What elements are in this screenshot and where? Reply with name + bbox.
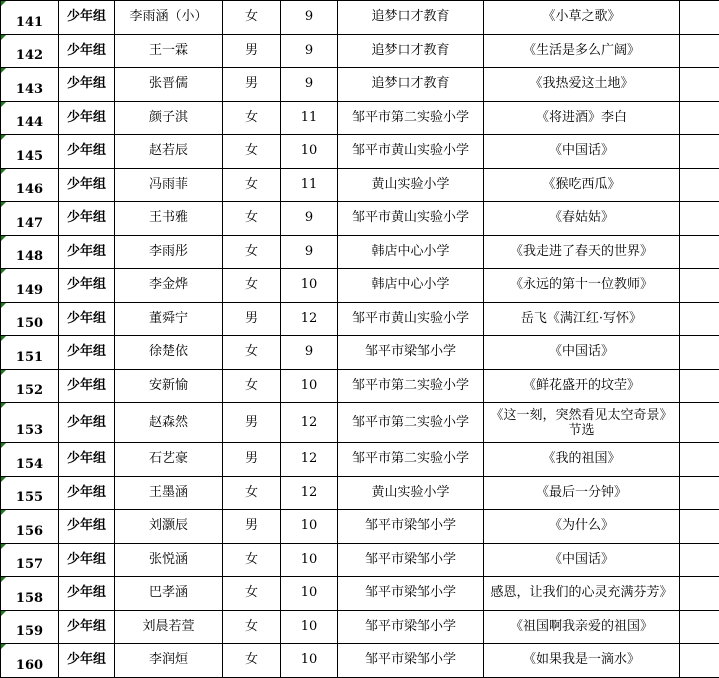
age-cell: 9 [281, 1, 338, 35]
group-cell: 少年组 [59, 476, 115, 510]
piece-title-cell: 《中国话》 [484, 135, 680, 169]
table-row [1, 369, 719, 403]
table-row [1, 543, 719, 577]
age-cell: 11 [281, 168, 338, 202]
name-cell: 张晋儒 [115, 68, 223, 102]
empty-cell [680, 543, 719, 577]
piece-title-cell: 《永远的第十一位教师》 [484, 269, 680, 303]
group-cell: 少年组 [59, 101, 115, 135]
empty-cell [680, 135, 719, 169]
name-cell: 李润烜 [115, 644, 223, 678]
age-cell: 12 [281, 403, 338, 443]
gender-cell: 女 [223, 135, 281, 169]
gender-cell: 女 [223, 101, 281, 135]
empty-cell [680, 336, 719, 370]
table-row [1, 101, 719, 135]
piece-title-cell: 《我热爱这土地》 [484, 68, 680, 102]
contestant-table-body [1, 1, 719, 678]
gender-cell: 女 [223, 369, 281, 403]
table-row [1, 269, 719, 303]
school-cell: 邹平市第二实验小学 [338, 443, 484, 477]
gender-cell: 女 [223, 543, 281, 577]
age-cell: 10 [281, 510, 338, 544]
gender-cell: 女 [223, 476, 281, 510]
age-cell: 9 [281, 202, 338, 236]
row-number-cell: 141 [1, 1, 59, 35]
empty-cell [680, 443, 719, 477]
age-cell: 10 [281, 135, 338, 169]
age-cell: 12 [281, 302, 338, 336]
table-row [1, 135, 719, 169]
table-row [1, 302, 719, 336]
empty-cell [680, 68, 719, 102]
row-number-cell: 158 [1, 577, 59, 611]
age-cell: 9 [281, 68, 338, 102]
group-cell: 少年组 [59, 235, 115, 269]
table-row [1, 202, 719, 236]
name-cell: 刘灏辰 [115, 510, 223, 544]
piece-title-cell: 《我的祖国》 [484, 443, 680, 477]
name-cell: 刘晨若萱 [115, 610, 223, 644]
empty-cell [680, 302, 719, 336]
group-cell: 少年组 [59, 269, 115, 303]
piece-title-cell: 《这一刻，突然看见太空奇景》节选 [484, 403, 680, 443]
row-number-cell: 153 [1, 403, 59, 443]
empty-cell [680, 168, 719, 202]
empty-cell [680, 476, 719, 510]
row-number-cell: 159 [1, 610, 59, 644]
row-number-cell: 144 [1, 101, 59, 135]
row-number-cell: 152 [1, 369, 59, 403]
school-cell: 邹平市第二实验小学 [338, 369, 484, 403]
school-cell: 黄山实验小学 [338, 168, 484, 202]
empty-cell [680, 577, 719, 611]
gender-cell: 女 [223, 168, 281, 202]
empty-cell [680, 34, 719, 68]
name-cell: 赵若辰 [115, 135, 223, 169]
empty-cell [680, 610, 719, 644]
row-number-cell: 146 [1, 168, 59, 202]
school-cell: 邹平市梁邹小学 [338, 543, 484, 577]
row-number-cell: 151 [1, 336, 59, 370]
group-cell: 少年组 [59, 34, 115, 68]
row-number-cell: 154 [1, 443, 59, 477]
empty-cell [680, 510, 719, 544]
name-cell: 李雨彤 [115, 235, 223, 269]
piece-title-cell: 《鲜花盛开的坟茔》 [484, 369, 680, 403]
gender-cell: 男 [223, 34, 281, 68]
name-cell: 颜子淇 [115, 101, 223, 135]
table-row [1, 34, 719, 68]
age-cell: 10 [281, 577, 338, 611]
table-row [1, 1, 719, 35]
group-cell: 少年组 [59, 510, 115, 544]
school-cell: 邹平市梁邹小学 [338, 610, 484, 644]
gender-cell: 女 [223, 269, 281, 303]
name-cell: 张悦涵 [115, 543, 223, 577]
name-cell: 李雨涵（小） [115, 1, 223, 35]
row-number-cell: 157 [1, 543, 59, 577]
row-number-cell: 148 [1, 235, 59, 269]
piece-title-cell: 《小草之歌》 [484, 1, 680, 35]
piece-title-cell: 《如果我是一滴水》 [484, 644, 680, 678]
piece-title-cell: 《祖国啊我亲爱的祖国》 [484, 610, 680, 644]
row-number-cell: 150 [1, 302, 59, 336]
school-cell: 邹平市梁邹小学 [338, 644, 484, 678]
school-cell: 邹平市第二实验小学 [338, 403, 484, 443]
gender-cell: 女 [223, 1, 281, 35]
name-cell: 巴孝涵 [115, 577, 223, 611]
group-cell: 少年组 [59, 610, 115, 644]
gender-cell: 男 [223, 443, 281, 477]
age-cell: 10 [281, 610, 338, 644]
table-row [1, 577, 719, 611]
table-row [1, 403, 719, 443]
gender-cell: 女 [223, 610, 281, 644]
piece-title-cell: 《最后一分钟》 [484, 476, 680, 510]
piece-title-cell: 《将进酒》李白 [484, 101, 680, 135]
row-number-cell: 156 [1, 510, 59, 544]
name-cell: 安新愉 [115, 369, 223, 403]
school-cell: 邹平市黄山实验小学 [338, 202, 484, 236]
name-cell: 冯雨菲 [115, 168, 223, 202]
group-cell: 少年组 [59, 1, 115, 35]
group-cell: 少年组 [59, 369, 115, 403]
age-cell: 11 [281, 101, 338, 135]
name-cell: 赵森然 [115, 403, 223, 443]
gender-cell: 男 [223, 403, 281, 443]
piece-title-cell: 《猴吃西瓜》 [484, 168, 680, 202]
group-cell: 少年组 [59, 403, 115, 443]
gender-cell: 女 [223, 202, 281, 236]
row-number-cell: 143 [1, 68, 59, 102]
group-cell: 少年组 [59, 202, 115, 236]
school-cell: 追梦口才教育 [338, 34, 484, 68]
age-cell: 10 [281, 644, 338, 678]
table-row [1, 443, 719, 477]
school-cell: 邹平市黄山实验小学 [338, 302, 484, 336]
name-cell: 石艺豪 [115, 443, 223, 477]
table-row [1, 68, 719, 102]
school-cell: 邹平市梁邹小学 [338, 510, 484, 544]
group-cell: 少年组 [59, 644, 115, 678]
school-cell: 邹平市第二实验小学 [338, 101, 484, 135]
row-number-cell: 142 [1, 34, 59, 68]
group-cell: 少年组 [59, 336, 115, 370]
name-cell: 王墨涵 [115, 476, 223, 510]
age-cell: 10 [281, 369, 338, 403]
table-row [1, 168, 719, 202]
gender-cell: 女 [223, 577, 281, 611]
age-cell: 10 [281, 543, 338, 577]
empty-cell [680, 403, 719, 443]
name-cell: 董舜宁 [115, 302, 223, 336]
empty-cell [680, 235, 719, 269]
school-cell: 韩店中心小学 [338, 269, 484, 303]
piece-title-cell: 岳飞《满江红·写怀》 [484, 302, 680, 336]
age-cell: 12 [281, 476, 338, 510]
group-cell: 少年组 [59, 577, 115, 611]
group-cell: 少年组 [59, 168, 115, 202]
school-cell: 邹平市梁邹小学 [338, 577, 484, 611]
group-cell: 少年组 [59, 302, 115, 336]
school-cell: 黄山实验小学 [338, 476, 484, 510]
empty-cell [680, 269, 719, 303]
gender-cell: 女 [223, 336, 281, 370]
name-cell: 李金烨 [115, 269, 223, 303]
school-cell: 邹平市梁邹小学 [338, 336, 484, 370]
piece-title-cell: 《中国话》 [484, 336, 680, 370]
empty-cell [680, 644, 719, 678]
school-cell: 邹平市黄山实验小学 [338, 135, 484, 169]
piece-title-cell: 《生活是多么广阔》 [484, 34, 680, 68]
table-row [1, 610, 719, 644]
piece-title-cell: 《春姑姑》 [484, 202, 680, 236]
group-cell: 少年组 [59, 135, 115, 169]
piece-title-cell: 《为什么》 [484, 510, 680, 544]
age-cell: 9 [281, 235, 338, 269]
group-cell: 少年组 [59, 543, 115, 577]
empty-cell [680, 1, 719, 35]
name-cell: 王一霖 [115, 34, 223, 68]
row-number-cell: 145 [1, 135, 59, 169]
gender-cell: 男 [223, 302, 281, 336]
name-cell: 徐楚依 [115, 336, 223, 370]
row-number-cell: 155 [1, 476, 59, 510]
row-number-cell: 149 [1, 269, 59, 303]
table-row [1, 644, 719, 678]
piece-title-cell: 《中国话》 [484, 543, 680, 577]
table-row [1, 336, 719, 370]
empty-cell [680, 101, 719, 135]
table-row [1, 476, 719, 510]
gender-cell: 女 [223, 235, 281, 269]
piece-title-cell: 感恩，让我们的心灵充满芬芳》 [484, 577, 680, 611]
row-number-cell: 160 [1, 644, 59, 678]
empty-cell [680, 202, 719, 236]
row-number-cell: 147 [1, 202, 59, 236]
name-cell: 王书雅 [115, 202, 223, 236]
school-cell: 韩店中心小学 [338, 235, 484, 269]
school-cell: 追梦口才教育 [338, 1, 484, 35]
empty-cell [680, 369, 719, 403]
gender-cell: 男 [223, 68, 281, 102]
gender-cell: 女 [223, 644, 281, 678]
age-cell: 9 [281, 336, 338, 370]
age-cell: 12 [281, 443, 338, 477]
table-row [1, 235, 719, 269]
age-cell: 9 [281, 34, 338, 68]
school-cell: 追梦口才教育 [338, 68, 484, 102]
piece-title-cell: 《我走进了春天的世界》 [484, 235, 680, 269]
group-cell: 少年组 [59, 443, 115, 477]
age-cell: 10 [281, 269, 338, 303]
table-row [1, 510, 719, 544]
group-cell: 少年组 [59, 68, 115, 102]
gender-cell: 男 [223, 510, 281, 544]
